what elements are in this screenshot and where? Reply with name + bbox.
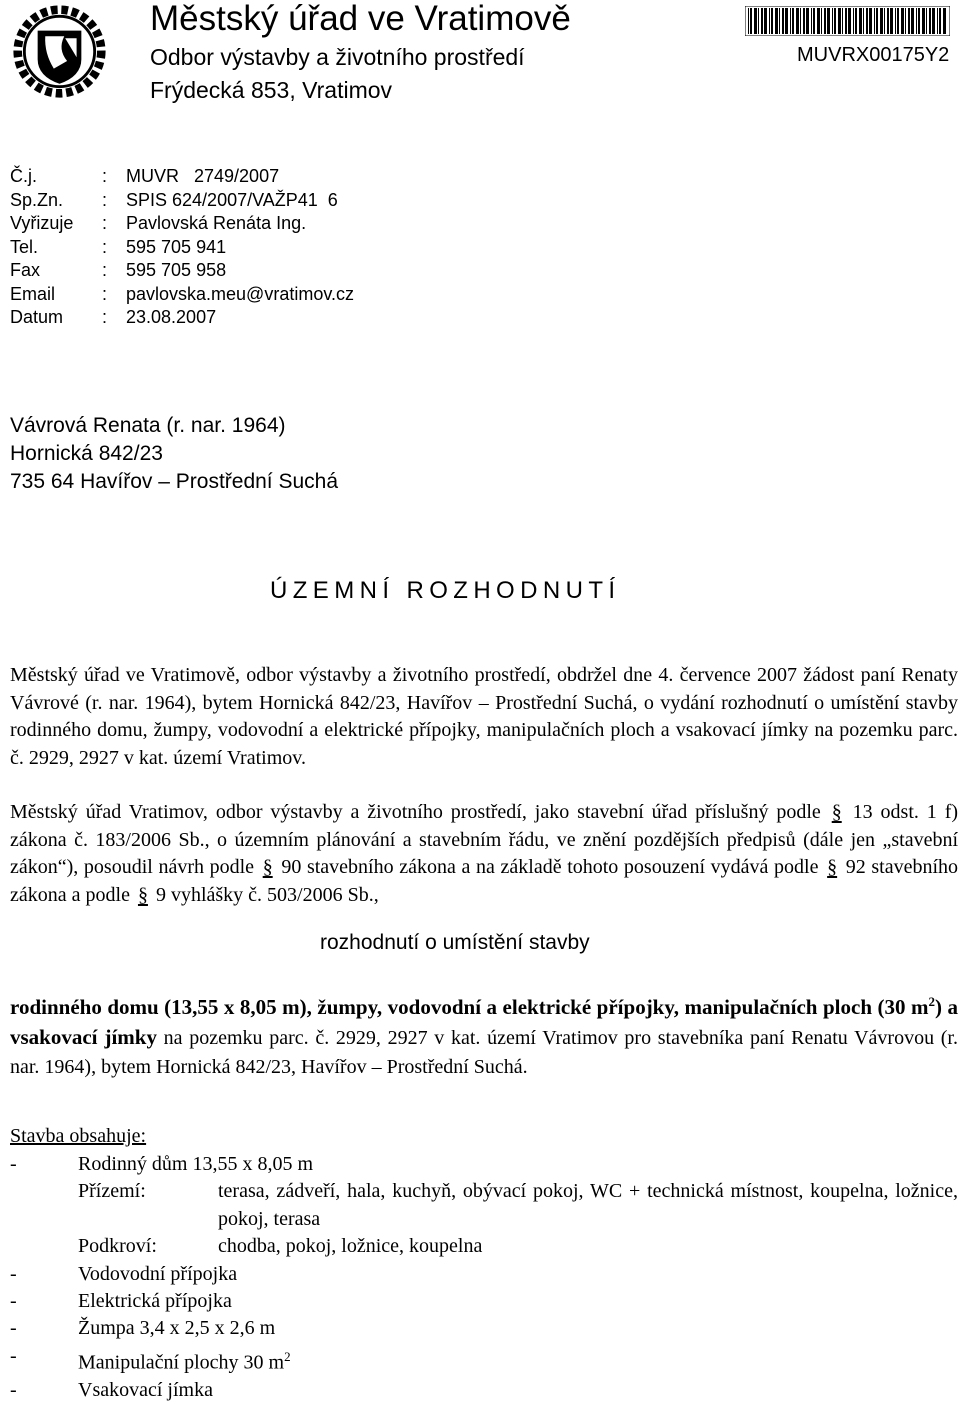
barcode-bar (932, 8, 935, 34)
reference-colon: : (102, 236, 108, 257)
barcode-bar (754, 8, 757, 34)
reference-label: Email (10, 283, 56, 304)
list-dash: - (10, 1153, 17, 1175)
reference-value: 595 705 941 (126, 236, 227, 257)
municipal-coat-of-arms-icon (12, 4, 107, 99)
reference-value: Pavlovská Renáta Ing. (126, 213, 307, 233)
barcode-bar (806, 8, 809, 34)
barcode-bar (758, 8, 759, 34)
list-item-text: Elektrická přípojka (78, 1290, 232, 1313)
reference-label: Č.j. (10, 166, 37, 186)
barcode-bar (922, 8, 925, 34)
barcode-bar (779, 8, 780, 34)
reference-value: 595 705 958 (126, 260, 227, 280)
decision-paragraph (10, 987, 958, 1082)
barcode-bar (748, 8, 749, 34)
barcode-bar (866, 8, 868, 34)
barcode-bar (911, 8, 914, 34)
barcode-bar (848, 8, 851, 34)
floor-rooms: chodba, pokoj, ložnice, koupelna (218, 1235, 483, 1258)
list-item (10, 1377, 958, 1404)
barcode-bar (880, 8, 883, 34)
document-title: ÚZEMNÍ ROZHODNUTÍ (270, 577, 621, 604)
legal-text: 9 vyhlášky č. 503/2006 Sb., (155, 883, 379, 906)
office-address: Frýdecká 853, Vratimov (150, 77, 393, 103)
list-dash: - (10, 1262, 17, 1285)
reference-value: 23.08.2007 (126, 307, 217, 327)
reference-colon: : (102, 283, 108, 304)
reference-label: Sp.Zn. (10, 189, 64, 210)
barcode-icon (745, 6, 950, 36)
list-item-text-main: Manipulační plochy 30 m (78, 1351, 285, 1374)
office-department: Odbor výstavby a životního prostředí (150, 44, 525, 70)
barcode-bar (813, 8, 815, 34)
list-dash: - (10, 1317, 17, 1340)
section-symbol: § (831, 801, 842, 823)
list-item-text: Rodinný dům 13,55 x 8,05 m (78, 1153, 314, 1175)
decision-subject-text: ) a vsakovací jímky (10, 995, 958, 1049)
superscript: 2 (928, 994, 935, 1009)
barcode-bar (834, 8, 836, 34)
floor-row (10, 1233, 958, 1260)
barcode-bar (869, 8, 872, 34)
barcode-bar (827, 8, 830, 34)
reference-label: Tel. (10, 236, 39, 257)
reference-colon: : (102, 166, 108, 186)
reference-colon: : (102, 213, 108, 233)
barcode-bar (800, 8, 801, 34)
reference-row (10, 165, 354, 189)
superscript: 2 (284, 1348, 291, 1364)
floor-row (10, 1178, 958, 1233)
list-item-text: Vsakovací jímka (78, 1378, 213, 1401)
barcode-bar (842, 8, 843, 34)
barcode-bar (863, 8, 864, 34)
barcode-bar (943, 8, 946, 34)
section-symbol: § (262, 856, 273, 878)
reference-block (10, 165, 354, 330)
legal-text: 90 stavebního zákona a na základě tohoto posouzení vydává podle (281, 856, 819, 878)
barcode-bar (855, 8, 857, 34)
barcode-bar (792, 8, 794, 34)
list-item (10, 1315, 958, 1342)
barcode-bar (890, 8, 893, 34)
floor-label: Podkroví: (78, 1235, 157, 1258)
document-code: MUVRX00175Y2 (797, 44, 950, 66)
recipient-address (10, 412, 338, 496)
barcode-bar (803, 8, 805, 34)
reference-label: Datum (10, 307, 64, 327)
barcode-bar (771, 8, 773, 34)
barcode-bar (876, 8, 878, 34)
barcode-bar (887, 8, 889, 34)
barcode-bar (845, 8, 847, 34)
reference-value: SPIS 624/2007/VAŽP41 6 (126, 189, 338, 210)
barcode-bar (937, 8, 938, 34)
decision-location-text: na pozemku parc. č. 2929, 2927 v kat. území Vratimov pro stavebníka paní Renatu Vávrovou (r. nar. 1964), bytem Hornická 842/23, Havířov – Prostřední Suchá. (10, 1027, 958, 1078)
office-name: Městský úřad ve Vratimově (150, 0, 571, 38)
barcode-bar (874, 8, 875, 34)
barcode-bar (853, 8, 854, 34)
reference-value: MUVR 2749/2007 (126, 166, 280, 186)
barcode-bar (817, 8, 820, 34)
barcode-bar (901, 8, 904, 34)
barcode-bar (750, 8, 752, 34)
barcode-bar (761, 8, 763, 34)
list-dash: - (10, 1378, 17, 1401)
barcode-bar (926, 8, 927, 34)
list-item (10, 1288, 958, 1315)
section-symbol: § (827, 856, 838, 878)
legal-text: Městský úřad Vratimov, odbor výstavby a životního prostředí, jako stavební úřad příslušný podle (10, 801, 821, 823)
legal-basis-paragraph (10, 799, 958, 909)
barcode-bar (785, 8, 788, 34)
barcode-bar (884, 8, 885, 34)
legal-text: 13 odst. 1 f) zákona č. 183/2006 Sb., o územním plánování a stavebním řádu, ve znění pozdějších předpisů (dále jen „stavební zákon“), posoudil návrh podle (10, 801, 959, 878)
email-link[interactable]: pavlovska.meu@vratimov.cz (126, 283, 355, 304)
recipient-name: Vávrová Renata (r. nar. 1964) (10, 414, 286, 437)
content-list (10, 1151, 958, 1404)
barcode-bar (769, 8, 770, 34)
floor-label: Přízemí: (78, 1180, 146, 1203)
reference-colon: : (102, 260, 108, 280)
list-dash: - (10, 1344, 17, 1367)
barcode-bar (916, 8, 917, 34)
barcode-bar (897, 8, 899, 34)
reference-row (10, 212, 354, 236)
list-dash: - (10, 1290, 17, 1313)
reference-row (10, 259, 354, 283)
content-heading: Stavba obsahuje: (10, 1125, 147, 1147)
reference-row (10, 306, 354, 330)
barcode-bar (939, 8, 941, 34)
barcode-bar (838, 8, 841, 34)
list-item (10, 1343, 958, 1377)
decision-subject-text: rodinného domu (13,55 x 8,05 m), žumpy, vodovodní a elektrické přípojky, manipulačních ploch (30 m (10, 995, 929, 1019)
list-item-text: Žumpa 3,4 x 2,5 x 2,6 m (78, 1317, 276, 1340)
reference-colon: : (102, 307, 108, 327)
recipient-city: 735 64 Havířov – Prostřední Suchá (10, 470, 339, 493)
list-item-text: Vodovodní přípojka (78, 1262, 238, 1285)
barcode-bar (929, 8, 931, 34)
barcode-bar (821, 8, 822, 34)
reference-row (10, 189, 354, 213)
barcode-bar (859, 8, 862, 34)
list-item (10, 1261, 958, 1288)
barcode-bar (775, 8, 778, 34)
decision-heading: rozhodnutí o umístění stavby (320, 931, 590, 954)
reference-label: Vyřizuje (10, 213, 74, 233)
reference-label: Fax (10, 260, 41, 280)
list-item-text (78, 1343, 291, 1377)
reference-colon: : (102, 189, 108, 210)
reference-row (10, 236, 354, 260)
barcode-bar (824, 8, 826, 34)
section-symbol: § (137, 883, 148, 906)
barcode-bar (764, 8, 767, 34)
barcode-bar (811, 8, 812, 34)
barcode-bar (782, 8, 784, 34)
application-paragraph: Městský úřad ve Vratimově, odbor výstavby a životního prostředí, obdržel dne 4. července 2007 žádost paní Renaty Vávrové (r. nar. 1964), bytem Hornická 842/23, Havířov – Prostřední Suchá, o vydání rozhodnutí o umístění stavby rodinného domu, žumpy, vodovodní a elektrické přípojky, manipulačních ploch a vsakovací jímky na pozemku parc. č. 2929, 2927 v kat. území Vratimov. (10, 664, 958, 769)
barcode-bar (895, 8, 896, 34)
barcode-bar (905, 8, 906, 34)
barcode-bar (908, 8, 910, 34)
barcode-bar (796, 8, 799, 34)
reference-row (10, 283, 354, 307)
barcode-bar (790, 8, 791, 34)
recipient-street: Hornická 842/23 (10, 442, 163, 465)
barcode-bar (918, 8, 920, 34)
floor-rooms: terasa, zádveří, hala, kuchyň, obývací pokoj, WC + technická místnost, koupelna, ložnice, pokoj, terasa (218, 1180, 958, 1230)
legal-text: 92 stavebního zákona a podle (10, 856, 959, 906)
list-item (10, 1151, 958, 1178)
barcode-bar (832, 8, 833, 34)
